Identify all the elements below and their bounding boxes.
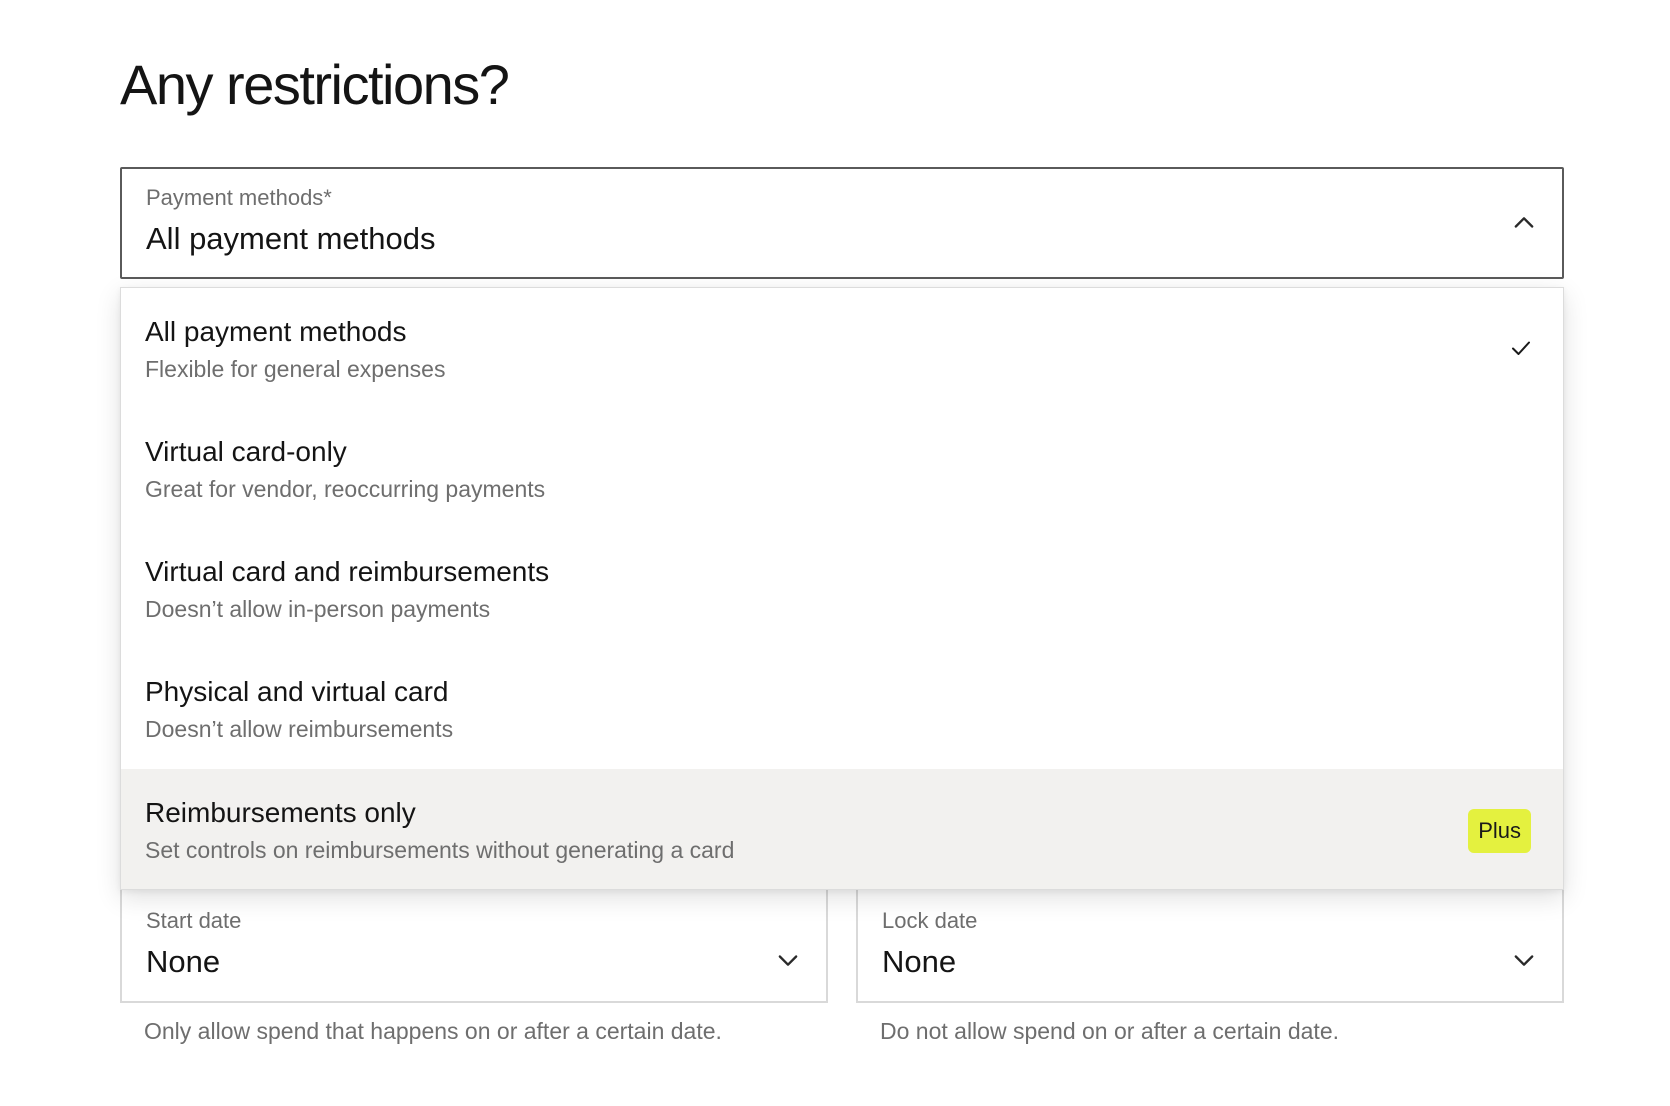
start-date-value: None — [146, 944, 221, 979]
lock-date-value: None — [882, 944, 957, 979]
option-reimbursements-only[interactable] — [121, 769, 1563, 889]
chevron-up-icon[interactable] — [1510, 209, 1538, 237]
option-title: Physical and virtual card — [145, 676, 449, 707]
option-all-payment-methods[interactable] — [121, 288, 1563, 408]
option-title: Virtual card and reimbursements — [145, 556, 550, 587]
start-date-select[interactable] — [120, 886, 828, 1003]
option-virtual-card-and-reimbursements[interactable] — [121, 528, 1563, 648]
chevron-down-icon[interactable] — [1510, 946, 1538, 974]
option-description: Doesn’t allow in-person payments — [145, 596, 491, 622]
start-date-label: Start date — [146, 908, 242, 933]
option-title: Virtual card-only — [145, 436, 347, 467]
option-description: Flexible for general expenses — [145, 356, 446, 382]
start-date-helper: Only allow spend that happens on or after a certain date. — [144, 1018, 722, 1044]
page-title: Any restrictions? — [120, 53, 509, 116]
option-description: Great for vendor, reoccurring payments — [145, 476, 546, 502]
chevron-down-icon[interactable] — [774, 946, 802, 974]
option-physical-and-virtual-card[interactable] — [121, 648, 1563, 768]
payment-methods-select[interactable] — [120, 167, 1564, 279]
option-title: All payment methods — [145, 316, 407, 347]
option-description: Set controls on reimbursements without generating a card — [145, 837, 735, 863]
option-virtual-card-only[interactable] — [121, 408, 1563, 528]
payment-methods-label: Payment methods* — [146, 185, 332, 210]
plus-badge: Plus — [1468, 809, 1531, 853]
checkmark-icon — [1509, 336, 1533, 360]
lock-date-label: Lock date — [882, 908, 978, 933]
lock-date-select[interactable] — [856, 886, 1564, 1003]
payment-methods-value: All payment methods — [146, 221, 436, 256]
lock-date-helper: Do not allow spend on or after a certain date. — [880, 1018, 1340, 1044]
option-title: Reimbursements only — [145, 797, 416, 828]
option-description: Doesn’t allow reimbursements — [145, 716, 454, 742]
payment-methods-dropdown — [120, 287, 1564, 890]
